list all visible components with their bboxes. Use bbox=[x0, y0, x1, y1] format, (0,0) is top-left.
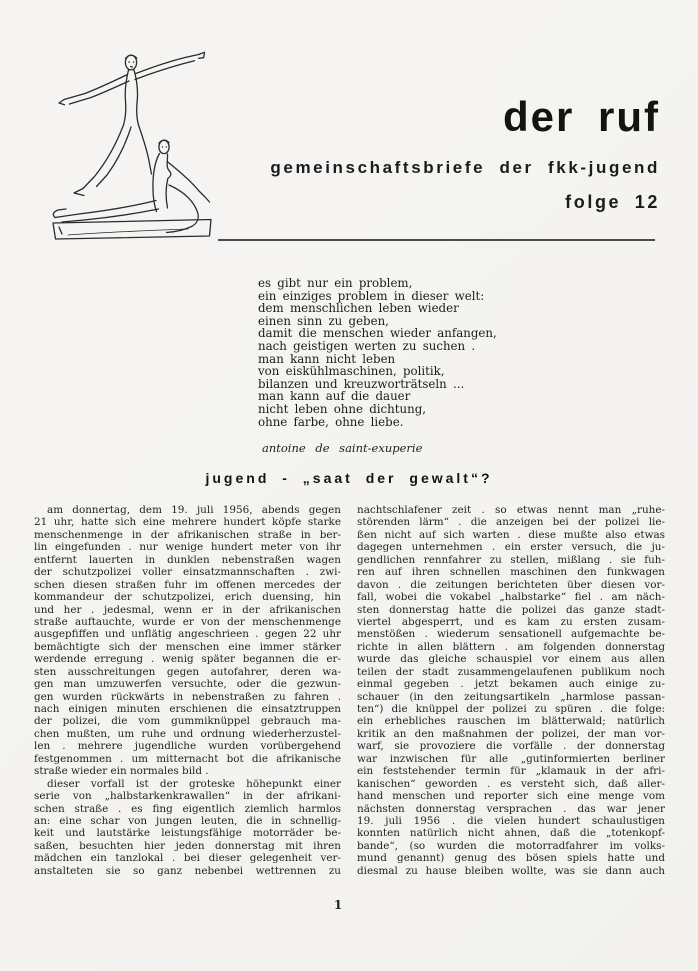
body-text-line: gendlichen rennfahrer zu stellen, mißlang . sie fuh- bbox=[357, 553, 665, 566]
body-text-line: ten“) die knüppel der polizei zu spüren . die folge: bbox=[357, 703, 665, 715]
body-text-line: fall, wobei die vokabel „halbstarke“ fiel . am näch- bbox=[357, 591, 665, 604]
quote-line: dem menschlichen leben wieder bbox=[258, 301, 459, 316]
page-number: 1 bbox=[333, 898, 343, 912]
body-text-line: warf, sie provoziere die vorfälle . der donnerstag bbox=[357, 740, 665, 753]
body-text-line: nach einigen minuten erschienen die einsatztruppen bbox=[34, 703, 341, 715]
quote-line: damit die menschen wieder anfangen, bbox=[258, 326, 497, 341]
body-text-line: an: eine schar von jungen leuten, die in schnellig- bbox=[34, 814, 341, 827]
body-text-line: der polizei, die vom gummiknüppel gebrauch ma- bbox=[34, 715, 341, 728]
body-text-line: richte in allen blättern . am folgenden donnerstag bbox=[357, 640, 665, 653]
body-text-line: chen mußten, um ruhe und ordnung wiederherzustel- bbox=[34, 727, 341, 740]
body-text-line: 21 uhr, hatte sich eine mehrere hundert köpfe starke bbox=[34, 516, 341, 529]
body-text-line: menstößen . wiederum sensationell aufgemachte be- bbox=[357, 628, 665, 641]
body-text-line: keit und lautstärke leistungsfähige motorräder be- bbox=[34, 827, 341, 840]
body-text-line: menschenmenge in der afrikanischen straße in ber- bbox=[34, 528, 341, 541]
body-text-line: nachtschlafener zeit . so etwas nennt man „ruhe- bbox=[357, 504, 665, 516]
body-text-line: der schutzpolizei voller einsatzmannschaften . zwi- bbox=[34, 566, 341, 579]
quote-line: es gibt nur ein problem, bbox=[258, 276, 413, 290]
body-text-line: kanischen“ geworden . es versteht sich, daß aller- bbox=[357, 777, 665, 790]
body-text-line: schauer (in den zeitungsartikeln „harmlose passan- bbox=[357, 690, 665, 703]
body-text-line: mädchen ein tanzlokal . bei dieser gelegenheit ver- bbox=[34, 852, 341, 865]
body-text-line: bemächtigte sich der menschen eine immer stärker bbox=[34, 640, 341, 653]
body-text-line: schen diesen straßen fuhr im offenen mercedes der bbox=[34, 578, 341, 591]
quote-block bbox=[258, 277, 558, 428]
body-text-line: hand menschen und reporter sich eine menge vom bbox=[357, 790, 665, 803]
quote-line: von eiskühlmaschinen, politik, bbox=[258, 364, 445, 379]
masthead-rule bbox=[218, 239, 655, 241]
body-text-line: kommandeur der schutzpolizei, erich duensing, hin bbox=[34, 591, 341, 604]
body-text-line: viertel abgesperrt, und es kam zu ersten zusam- bbox=[357, 615, 665, 628]
masthead-subtitle: gemeinschaftsbriefe der fkk-jugend bbox=[270, 158, 660, 177]
body-text-line: ausgepfiffen und unflätig angeschrieen . gegen 22 uhr bbox=[34, 628, 341, 641]
body-text-line: ein feststehender termin für „klamauk in der afri- bbox=[357, 765, 665, 778]
body-text-line: mund genannt) genug des bösen spiels hatte und bbox=[357, 852, 665, 865]
quote-line: bilanzen und kreuzworträtseln ... bbox=[258, 376, 465, 391]
body-text-line: len . mehrere jugendliche wurden vorübergehend bbox=[34, 740, 341, 753]
body-text-line: wurde das gleiche schauspiel vor einem aus allen bbox=[357, 653, 665, 666]
body-text-line: straße wieder ein normales bild . bbox=[34, 765, 209, 778]
body-text-line: war inzwischen für alle „gutinformierten berliner bbox=[357, 752, 665, 765]
body-text-line: bande“, (so wurden die motorradfahrer im volks- bbox=[357, 839, 665, 852]
body-text-line: 19. juli 1956 . die vielen hundert schaulustigen bbox=[357, 814, 665, 827]
body-text-line: serie von „halbstarkenkrawallen“ in der afrikani- bbox=[34, 790, 341, 803]
quote-line: man kann auf die dauer bbox=[258, 389, 411, 404]
body-text-line: straße auftauchte, wurde er von der menschenmenge bbox=[34, 615, 341, 628]
quote-line: einen sinn zu geben, bbox=[258, 313, 389, 328]
body-text-line: werdende erregung . wenig später begannen die er- bbox=[34, 653, 341, 666]
quote-line: nach geistigen werten zu suchen . bbox=[258, 338, 476, 353]
quote-line: ohne farbe, ohne liebe. bbox=[258, 414, 404, 429]
body-text-line: am donnertag, dem 19. juli 1956, abends gegen bbox=[47, 504, 341, 516]
masthead-title: der ruf bbox=[502, 93, 660, 140]
body-text-line: nächsten donnerstag versprachen . das war jener bbox=[357, 802, 665, 815]
body-text-line: teilen der stadt zusammengelaufenen publikum noch bbox=[357, 665, 665, 678]
nude-figures-statue-illustration bbox=[48, 48, 218, 240]
body-text-line: sten ausschreitungen gegen autofahrer, deren wa- bbox=[34, 665, 341, 678]
body-text-line: anstalteten sie so ganz nebenbei wettrennen zu bbox=[34, 864, 341, 877]
body-text-line: davon . die zeitungen berichteten über diesen vor- bbox=[357, 578, 665, 591]
body-text-line: schen straße . es fing eigentlich ziemlich harmlos bbox=[34, 802, 341, 815]
body-text-line: dagegen unternehmen . ein erster versuch, die ju- bbox=[357, 541, 665, 554]
article-column-left bbox=[34, 504, 341, 877]
body-text-line: sten donnerstag hatte die polizei das ganze stadt- bbox=[357, 603, 665, 616]
body-text-line: lin eingefunden . nur wenige hundert meter von ihr bbox=[34, 541, 341, 554]
masthead-issue-number: folge 12 bbox=[565, 192, 660, 212]
body-text-line: ren auf ihren schnellen maschinen den funkwagen bbox=[357, 566, 665, 579]
body-text-line: festgenommen . um mitternacht bot die afrikanische bbox=[34, 752, 341, 765]
article-column-right bbox=[357, 504, 665, 877]
body-text-line: entfernt lauerten in dunklen nebenstraßen wagen bbox=[34, 553, 341, 566]
body-text-line: ßen nicht auf sich warten . diese mußte also etwas bbox=[357, 528, 665, 541]
body-text-line: einmal gegeben . jetzt bekamen auch einige zu- bbox=[357, 678, 665, 691]
body-text-line: gen wurden rückwärts in nebenstraßen zu fahren . bbox=[34, 690, 341, 703]
body-text-line: diesmal zu hause bleiben wollte, was sie dann auch bbox=[357, 864, 665, 877]
quote-line: nicht leben ohne dichtung, bbox=[258, 401, 426, 416]
body-text-line: und her . jedesmal, wenn er in der afrikanischen bbox=[34, 603, 341, 616]
quote-line: man kann nicht leben bbox=[258, 351, 396, 366]
quote-attribution: antoine de saint-exuperie bbox=[262, 441, 423, 455]
body-text-line: kritik an den maßnahmen der polizei, der man vor- bbox=[357, 727, 665, 740]
body-text-line: dieser vorfall ist der groteske höhepunkt einer bbox=[47, 777, 341, 790]
article-headline: jugend - „saat der gewalt“? bbox=[205, 470, 493, 486]
quote-line: ein einziges problem in dieser welt: bbox=[258, 288, 485, 303]
body-text-line: saßen, besuchten hier jeden donnerstag mit ihren bbox=[34, 839, 341, 852]
body-text-line: konnten natürlich nicht ahnen, daß die „totenkopf- bbox=[357, 827, 665, 840]
body-text-line: störenden lärm“ . die anzeigen bei der polizei lie- bbox=[357, 516, 665, 529]
body-text-line: ein erhebliches rauschen im blätterwald; natürlich bbox=[357, 715, 665, 728]
body-text-line: gen man umzuwerfen versuchte, oder die gezwun- bbox=[34, 678, 341, 691]
